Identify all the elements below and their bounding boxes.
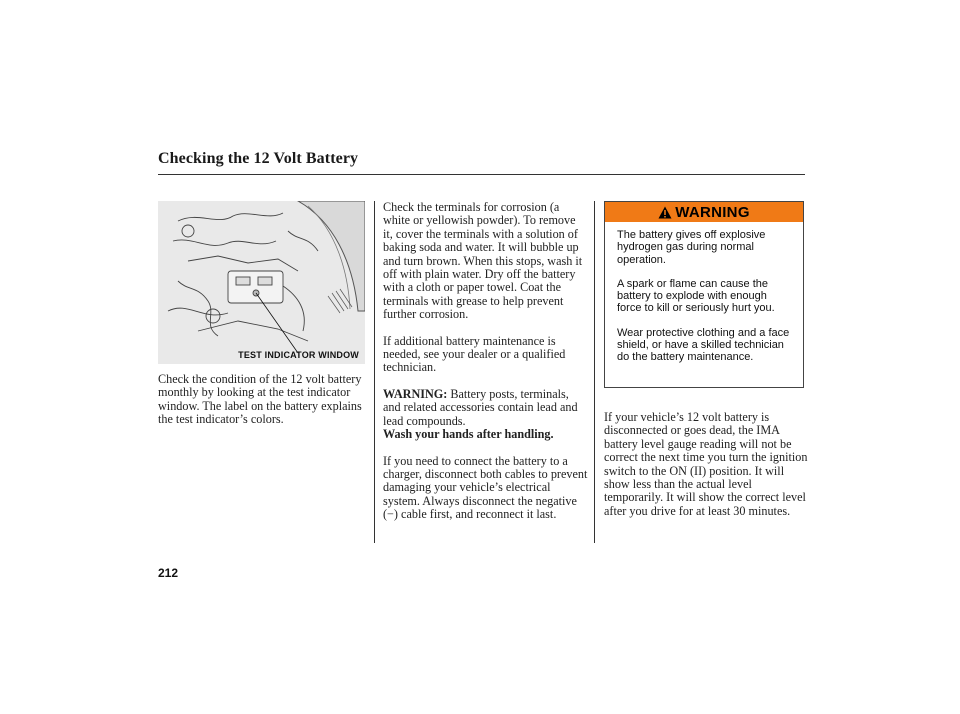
warning-item: Wear protective clothing and a face shield, or have a skilled technician do the battery maintenance. [617,326,790,364]
figure-caption: TEST INDICATOR WINDOW [238,350,359,360]
lead-warning-paragraph [383,388,588,442]
column-1 [158,373,363,427]
lead-warning-bold-tail: Wash your hands after handling. [383,427,554,442]
charger-paragraph: If you need to connect the battery to a charger, disconnect both cables to prevent damaging your vehicle’s electrical system. Always disconnect the negative (−) cable first, and reconnect it last. [383,453,588,522]
terminal-corrosion-paragraph: Check the terminals for corrosion (a white or yellowish powder). To remove it, cover the terminals with a solution of baking soda and water. It will bubble up and turn brown. When this stops, wash it off with plain water. Dry off the battery with a cloth or paper towel. Coat the terminals with grease to help prevent further corrosion. [383,200,583,322]
lead-warning-text: Battery posts, terminals, and related accessories contain lead and lead compounds. [383,386,578,428]
title-rule [158,174,805,175]
warning-heading-text: WARNING [675,203,750,221]
warning-item: The battery gives off explosive hydrogen gas during normal operation. [617,229,766,266]
warning-triangle-icon [658,206,672,219]
page-title: Checking the 12 Volt Battery [158,150,359,167]
column-2 [383,201,588,522]
page-number: 212 [158,566,179,580]
warning-box [604,201,804,388]
column-divider-left [374,201,375,543]
engine-bay-illustration [158,201,365,364]
maintenance-paragraph: If additional battery maintenance is needed, see your dealer or a qualified technician. [383,333,566,375]
warning-heading [605,202,803,222]
warning-body [605,222,803,364]
column-divider-right [594,201,595,543]
ima-gauge-paragraph: If your vehicle’s 12 volt battery is disconnected or goes dead, the IMA battery level gauge reading will not be correct the next time you turn the ignition switch to the ON (II) position. It will show less than the actual level temporarily. It will show the correct level after you drive for at least 30 minutes. [604,410,808,518]
condition-paragraph: Check the condition of the 12 volt battery monthly by looking at the test indicator window. The label on the battery explains the test indicator’s colors. [158,372,362,427]
column-3 [604,411,809,518]
lead-warning-label: WARNING: [383,386,448,401]
battery-photo [158,201,365,364]
warning-item: A spark or flame can cause the battery to explode with enough force to kill or seriously hurt you. [617,277,775,315]
